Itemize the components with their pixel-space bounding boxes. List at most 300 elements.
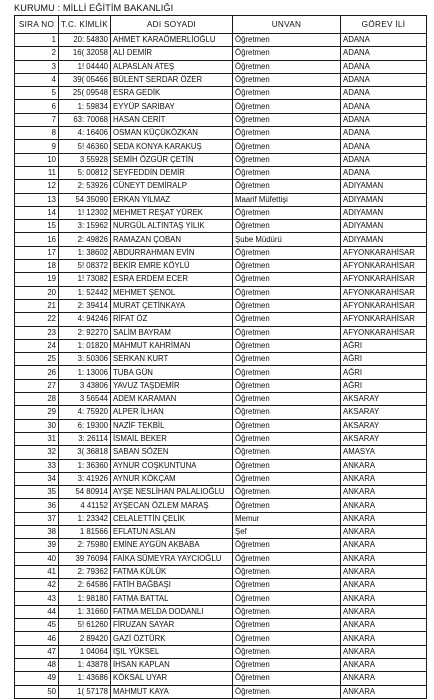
- tc-kimlik-cell: 2: 75980: [59, 539, 111, 552]
- row-number: 29: [15, 406, 59, 419]
- province-cell: AFYONKARAHİSAR: [341, 273, 427, 286]
- row-number: 13: [15, 193, 59, 206]
- title-cell: Öğretmen: [233, 326, 341, 339]
- tc-kimlik-cell: 1: 98180: [59, 592, 111, 605]
- row-number: 39: [15, 539, 59, 552]
- row-number: 42: [15, 579, 59, 592]
- tc-kimlik-cell: 6: 19300: [59, 419, 111, 432]
- full-name-cell: GAZİ ÖZTÜRK: [111, 632, 233, 645]
- province-cell: ADIYAMAN: [341, 206, 427, 219]
- tc-kimlik-cell: 39 76094: [59, 552, 111, 565]
- table-row: [15, 499, 427, 512]
- table-row: [15, 459, 427, 472]
- row-number: 38: [15, 525, 59, 538]
- full-name-cell: SEYFEDDİN DEMİR: [111, 166, 233, 179]
- full-name-cell: IŞIL YÜKSEL: [111, 645, 233, 658]
- table-row: [15, 432, 427, 445]
- province-cell: AĞRI: [341, 339, 427, 352]
- province-cell: ADANA: [341, 73, 427, 86]
- table-row: [15, 645, 427, 658]
- province-cell: AFYONKARAHİSAR: [341, 260, 427, 273]
- table-row: [15, 379, 427, 392]
- full-name-cell: ALİ DEMİR: [111, 47, 233, 60]
- title-cell: Öğretmen: [233, 592, 341, 605]
- table-row: [15, 592, 427, 605]
- table-row: [15, 193, 427, 206]
- table-row: [15, 406, 427, 419]
- row-number: 43: [15, 592, 59, 605]
- province-cell: ANKARA: [341, 499, 427, 512]
- tc-kimlik-cell: 1 04064: [59, 645, 111, 658]
- column-header-gorev-ili: GÖREV İLİ: [341, 16, 427, 34]
- header-row: [15, 16, 427, 34]
- full-name-cell: AYŞE NESLİHAN PALALIOĞLU: [111, 486, 233, 499]
- title-cell: Öğretmen: [233, 246, 341, 259]
- full-name-cell: OSMAN KÜÇÜKÖZKAN: [111, 127, 233, 140]
- row-number: 24: [15, 339, 59, 352]
- tc-kimlik-cell: 2 89420: [59, 632, 111, 645]
- title-cell: Öğretmen: [233, 539, 341, 552]
- table-row: [15, 233, 427, 246]
- table-row: [15, 326, 427, 339]
- tc-kimlik-cell: 3: 41926: [59, 472, 111, 485]
- title-cell: Öğretmen: [233, 140, 341, 153]
- row-number: 45: [15, 619, 59, 632]
- tc-kimlik-cell: 3: 26114: [59, 432, 111, 445]
- full-name-cell: MAHMUT KAHRİMAN: [111, 339, 233, 352]
- full-name-cell: AYNUR COŞKUNTUNA: [111, 459, 233, 472]
- table-row: [15, 34, 427, 47]
- tc-kimlik-cell: 1: 59834: [59, 100, 111, 113]
- title-cell: Öğretmen: [233, 645, 341, 658]
- tc-kimlik-cell: 54 35090: [59, 193, 111, 206]
- province-cell: ADANA: [341, 113, 427, 126]
- row-number: 15: [15, 220, 59, 233]
- province-cell: AMASYA: [341, 446, 427, 459]
- province-cell: ANKARA: [341, 472, 427, 485]
- table-row: [15, 47, 427, 60]
- row-number: 16: [15, 233, 59, 246]
- province-cell: ADANA: [341, 47, 427, 60]
- province-cell: AFYONKARAHİSAR: [341, 246, 427, 259]
- title-cell: Öğretmen: [233, 472, 341, 485]
- table-row: [15, 313, 427, 326]
- table-row: [15, 127, 427, 140]
- full-name-cell: SABAN SÖZEN: [111, 446, 233, 459]
- title-cell: Öğretmen: [233, 393, 341, 406]
- province-cell: ANKARA: [341, 525, 427, 538]
- tc-kimlik-cell: 5: 00812: [59, 166, 111, 179]
- province-cell: AFYONKARAHİSAR: [341, 326, 427, 339]
- row-number: 27: [15, 379, 59, 392]
- title-cell: Öğretmen: [233, 366, 341, 379]
- row-number: 31: [15, 432, 59, 445]
- title-cell: Öğretmen: [233, 34, 341, 47]
- tc-kimlik-cell: 5! 08372: [59, 260, 111, 273]
- province-cell: AFYONKARAHİSAR: [341, 286, 427, 299]
- province-cell: ANKARA: [341, 672, 427, 685]
- tc-kimlik-cell: 1: 38602: [59, 246, 111, 259]
- tc-kimlik-cell: 4: 75920: [59, 406, 111, 419]
- province-cell: ANKARA: [341, 486, 427, 499]
- tc-kimlik-cell: 2: 64586: [59, 579, 111, 592]
- row-number: 44: [15, 605, 59, 618]
- full-name-cell: FATMA KÜLÜK: [111, 565, 233, 578]
- province-cell: AKSARAY: [341, 393, 427, 406]
- table-row: [15, 605, 427, 618]
- row-number: 48: [15, 658, 59, 671]
- full-name-cell: MEHMET REŞAT YÜREK: [111, 206, 233, 219]
- tc-kimlik-cell: 1! 73082: [59, 273, 111, 286]
- row-number: 3: [15, 60, 59, 73]
- province-cell: ANKARA: [341, 579, 427, 592]
- full-name-cell: HASAN CERİT: [111, 113, 233, 126]
- table-row: [15, 299, 427, 312]
- row-number: 49: [15, 672, 59, 685]
- full-name-cell: SALİM BAYRAM: [111, 326, 233, 339]
- table-row: [15, 273, 427, 286]
- table-row: [15, 565, 427, 578]
- tc-kimlik-cell: 1: 13006: [59, 366, 111, 379]
- title-cell: Öğretmen: [233, 127, 341, 140]
- tc-kimlik-cell: 2: 53926: [59, 180, 111, 193]
- full-name-cell: AYNUR KÖKÇAM: [111, 472, 233, 485]
- title-cell: Maarif Müfettişi: [233, 193, 341, 206]
- title-cell: Şube Müdürü: [233, 233, 341, 246]
- province-cell: ANKARA: [341, 565, 427, 578]
- title-cell: Öğretmen: [233, 206, 341, 219]
- row-number: 47: [15, 645, 59, 658]
- title-cell: Öğretmen: [233, 87, 341, 100]
- full-name-cell: CÜNEYT DEMİRALP: [111, 180, 233, 193]
- province-cell: AFYONKARAHİSAR: [341, 313, 427, 326]
- row-number: 1: [15, 34, 59, 47]
- row-number: 26: [15, 366, 59, 379]
- table-body: [15, 34, 427, 699]
- province-cell: AĞRI: [341, 353, 427, 366]
- row-number: 5: [15, 87, 59, 100]
- full-name-cell: EYYÜP SARIBAY: [111, 100, 233, 113]
- table-row: [15, 672, 427, 685]
- table-row: [15, 180, 427, 193]
- tc-kimlik-cell: 1: 52442: [59, 286, 111, 299]
- table-header: [15, 16, 427, 34]
- column-header-tc-kimlik: T.C. KİMLİK: [59, 16, 111, 34]
- full-name-cell: FİRUZAN SAYAR: [111, 619, 233, 632]
- title-cell: Öğretmen: [233, 47, 341, 60]
- table-row: [15, 366, 427, 379]
- tc-kimlik-cell: 1! 12302: [59, 206, 111, 219]
- table-row: [15, 339, 427, 352]
- column-header-adi-soyadi: ADI SOYADI: [111, 16, 233, 34]
- full-name-cell: FATMA BATTAL: [111, 592, 233, 605]
- province-cell: ANKARA: [341, 645, 427, 658]
- title-cell: Öğretmen: [233, 260, 341, 273]
- table-row: [15, 446, 427, 459]
- full-name-cell: NAZİF TEKBİL: [111, 419, 233, 432]
- table-row: [15, 113, 427, 126]
- row-number: 41: [15, 565, 59, 578]
- province-cell: ADIYAMAN: [341, 220, 427, 233]
- title-cell: Öğretmen: [233, 579, 341, 592]
- column-header-sira-no: SIRA NO: [15, 16, 59, 34]
- title-cell: Öğretmen: [233, 406, 341, 419]
- title-cell: Memur: [233, 512, 341, 525]
- full-name-cell: SERKAN KURT: [111, 353, 233, 366]
- tc-kimlik-cell: 2: 79362: [59, 565, 111, 578]
- title-cell: Öğretmen: [233, 685, 341, 698]
- table-row: [15, 393, 427, 406]
- province-cell: ANKARA: [341, 512, 427, 525]
- row-number: 28: [15, 393, 59, 406]
- full-name-cell: EFLATUN ASLAN: [111, 525, 233, 538]
- personnel-table: [14, 15, 427, 699]
- table-row: [15, 525, 427, 538]
- row-number: 37: [15, 512, 59, 525]
- row-number: 6: [15, 100, 59, 113]
- full-name-cell: BEKİR EMRE KÖYLÜ: [111, 260, 233, 273]
- title-cell: Öğretmen: [233, 100, 341, 113]
- title-cell: Öğretmen: [233, 220, 341, 233]
- title-cell: Öğretmen: [233, 379, 341, 392]
- full-name-cell: ESRA GEDİK: [111, 87, 233, 100]
- table-row: [15, 632, 427, 645]
- row-number: 8: [15, 127, 59, 140]
- title-cell: Öğretmen: [233, 619, 341, 632]
- tc-kimlik-cell: 1: 36360: [59, 459, 111, 472]
- title-cell: Öğretmen: [233, 273, 341, 286]
- title-cell: Öğretmen: [233, 552, 341, 565]
- row-number: 9: [15, 140, 59, 153]
- row-number: 18: [15, 260, 59, 273]
- title-cell: Öğretmen: [233, 658, 341, 671]
- table-row: [15, 685, 427, 698]
- full-name-cell: MAHMUT KAYA: [111, 685, 233, 698]
- full-name-cell: RAMAZAN ÇOBAN: [111, 233, 233, 246]
- province-cell: ADANA: [341, 34, 427, 47]
- tc-kimlik-cell: 1: 31660: [59, 605, 111, 618]
- tc-kimlik-cell: 63: 70068: [59, 113, 111, 126]
- province-cell: ADANA: [341, 87, 427, 100]
- table-row: [15, 539, 427, 552]
- tc-kimlik-cell: 1 81566: [59, 525, 111, 538]
- tc-kimlik-cell: 39( 05466: [59, 73, 111, 86]
- province-cell: AĞRI: [341, 366, 427, 379]
- full-name-cell: AYŞECAN ÖZLEM MARAŞ: [111, 499, 233, 512]
- full-name-cell: MURAT ÇETİNKAYA: [111, 299, 233, 312]
- title-cell: Öğretmen: [233, 672, 341, 685]
- province-cell: AKSARAY: [341, 432, 427, 445]
- table-row: [15, 619, 427, 632]
- province-cell: ANKARA: [341, 685, 427, 698]
- full-name-cell: ALPASLAN ATEŞ: [111, 60, 233, 73]
- full-name-cell: YAVUZ TAŞDEMİR: [111, 379, 233, 392]
- institution-header: KURUMU : MİLLİ EĞİTİM BAKANLIĞI: [14, 3, 174, 13]
- full-name-cell: ALPER İLHAN: [111, 406, 233, 419]
- title-cell: Öğretmen: [233, 353, 341, 366]
- tc-kimlik-cell: 16( 32058: [59, 47, 111, 60]
- province-cell: ADANA: [341, 127, 427, 140]
- title-cell: Öğretmen: [233, 432, 341, 445]
- title-cell: Öğretmen: [233, 605, 341, 618]
- title-cell: Öğretmen: [233, 486, 341, 499]
- full-name-cell: İHSAN KAPLAN: [111, 658, 233, 671]
- row-number: 7: [15, 113, 59, 126]
- province-cell: ADIYAMAN: [341, 193, 427, 206]
- full-name-cell: FAİKA SÜMEYRA YAYCIOĞLU: [111, 552, 233, 565]
- row-number: 10: [15, 153, 59, 166]
- title-cell: Öğretmen: [233, 113, 341, 126]
- table-row: [15, 246, 427, 259]
- province-cell: ADANA: [341, 60, 427, 73]
- tc-kimlik-cell: 1: 23342: [59, 512, 111, 525]
- province-cell: AKSARAY: [341, 406, 427, 419]
- tc-kimlik-cell: 54 80914: [59, 486, 111, 499]
- row-number: 14: [15, 206, 59, 219]
- title-cell: Öğretmen: [233, 73, 341, 86]
- tc-kimlik-cell: 2: 49826: [59, 233, 111, 246]
- tc-kimlik-cell: 25( 09548: [59, 87, 111, 100]
- province-cell: ADANA: [341, 166, 427, 179]
- row-number: 11: [15, 166, 59, 179]
- province-cell: ADIYAMAN: [341, 233, 427, 246]
- full-name-cell: ADEM KARAMAN: [111, 393, 233, 406]
- full-name-cell: SEDA KONYA KARAKUŞ: [111, 140, 233, 153]
- row-number: 50: [15, 685, 59, 698]
- full-name-cell: ESRA ERDEM ECER: [111, 273, 233, 286]
- row-number: 25: [15, 353, 59, 366]
- table-row: [15, 87, 427, 100]
- full-name-cell: CELALETTİN ÇELİK: [111, 512, 233, 525]
- full-name-cell: SEMİH ÖZGÜR ÇETİN: [111, 153, 233, 166]
- province-cell: ADIYAMAN: [341, 180, 427, 193]
- row-number: 21: [15, 299, 59, 312]
- row-number: 20: [15, 286, 59, 299]
- row-number: 34: [15, 472, 59, 485]
- full-name-cell: KÖKSAL UYAR: [111, 672, 233, 685]
- row-number: 35: [15, 486, 59, 499]
- column-header-unvan: UNVAN: [233, 16, 341, 34]
- row-number: 30: [15, 419, 59, 432]
- full-name-cell: İSMAİL BEKER: [111, 432, 233, 445]
- table-row: [15, 353, 427, 366]
- full-name-cell: MEHMET ŞENOL: [111, 286, 233, 299]
- tc-kimlik-cell: 1: 43686: [59, 672, 111, 685]
- table-row: [15, 486, 427, 499]
- tc-kimlik-cell: 3 43806: [59, 379, 111, 392]
- table-row: [15, 220, 427, 233]
- province-cell: ANKARA: [341, 658, 427, 671]
- table-row: [15, 100, 427, 113]
- row-number: 33: [15, 459, 59, 472]
- title-cell: Öğretmen: [233, 299, 341, 312]
- province-cell: AĞRI: [341, 379, 427, 392]
- tc-kimlik-cell: 3 55928: [59, 153, 111, 166]
- table-row: [15, 552, 427, 565]
- tc-kimlik-cell: 4: 94246: [59, 313, 111, 326]
- table-row: [15, 658, 427, 671]
- province-cell: ANKARA: [341, 459, 427, 472]
- province-cell: AKSARAY: [341, 419, 427, 432]
- table-row: [15, 206, 427, 219]
- row-number: 4: [15, 73, 59, 86]
- full-name-cell: FATMA MELDA DODANLI: [111, 605, 233, 618]
- title-cell: Öğretmen: [233, 459, 341, 472]
- row-number: 12: [15, 180, 59, 193]
- title-cell: Öğretmen: [233, 565, 341, 578]
- tc-kimlik-cell: 5! 61260: [59, 619, 111, 632]
- province-cell: ADANA: [341, 140, 427, 153]
- full-name-cell: BÜLENT SERDAR ÖZER: [111, 73, 233, 86]
- title-cell: Öğretmen: [233, 166, 341, 179]
- province-cell: ANKARA: [341, 619, 427, 632]
- tc-kimlik-cell: 20: 54830: [59, 34, 111, 47]
- table-row: [15, 286, 427, 299]
- province-cell: ANKARA: [341, 539, 427, 552]
- full-name-cell: NURGÜL ALTINTAŞ YILIK: [111, 220, 233, 233]
- tc-kimlik-cell: 3( 36818: [59, 446, 111, 459]
- table-row: [15, 579, 427, 592]
- title-cell: Öğretmen: [233, 313, 341, 326]
- province-cell: ANKARA: [341, 552, 427, 565]
- tc-kimlik-cell: 3 56544: [59, 393, 111, 406]
- full-name-cell: ABDURRAHMAN EVİN: [111, 246, 233, 259]
- title-cell: Öğretmen: [233, 499, 341, 512]
- full-name-cell: EMİNE AYGÜN AKBABA: [111, 539, 233, 552]
- table-row: [15, 140, 427, 153]
- tc-kimlik-cell: 3: 15962: [59, 220, 111, 233]
- row-number: 22: [15, 313, 59, 326]
- title-cell: Öğretmen: [233, 153, 341, 166]
- tc-kimlik-cell: 4 41152: [59, 499, 111, 512]
- tc-kimlik-cell: 1: 01820: [59, 339, 111, 352]
- tc-kimlik-cell: 4: 16406: [59, 127, 111, 140]
- row-number: 19: [15, 273, 59, 286]
- title-cell: Öğretmen: [233, 286, 341, 299]
- title-cell: Öğretmen: [233, 60, 341, 73]
- row-number: 40: [15, 552, 59, 565]
- table-row: [15, 260, 427, 273]
- tc-kimlik-cell: 1: 43878: [59, 658, 111, 671]
- row-number: 46: [15, 632, 59, 645]
- full-name-cell: AHMET KARAÖMERLİOĞLU: [111, 34, 233, 47]
- full-name-cell: ERKAN YILMAZ: [111, 193, 233, 206]
- title-cell: Öğretmen: [233, 419, 341, 432]
- province-cell: ANKARA: [341, 605, 427, 618]
- row-number: 23: [15, 326, 59, 339]
- title-cell: Şef: [233, 525, 341, 538]
- title-cell: Öğretmen: [233, 180, 341, 193]
- full-name-cell: FATİH BAĞBAŞI: [111, 579, 233, 592]
- province-cell: ANKARA: [341, 632, 427, 645]
- table-row: [15, 512, 427, 525]
- tc-kimlik-cell: 5! 46360: [59, 140, 111, 153]
- tc-kimlik-cell: 3: 50306: [59, 353, 111, 366]
- table-row: [15, 153, 427, 166]
- table-row: [15, 419, 427, 432]
- full-name-cell: TUBA GÜN: [111, 366, 233, 379]
- tc-kimlik-cell: 2: 92270: [59, 326, 111, 339]
- row-number: 2: [15, 47, 59, 60]
- table-row: [15, 472, 427, 485]
- row-number: 36: [15, 499, 59, 512]
- province-cell: ANKARA: [341, 592, 427, 605]
- row-number: 32: [15, 446, 59, 459]
- table-row: [15, 73, 427, 86]
- tc-kimlik-cell: 2: 39414: [59, 299, 111, 312]
- full-name-cell: RİFAT ÖZ: [111, 313, 233, 326]
- title-cell: Öğretmen: [233, 339, 341, 352]
